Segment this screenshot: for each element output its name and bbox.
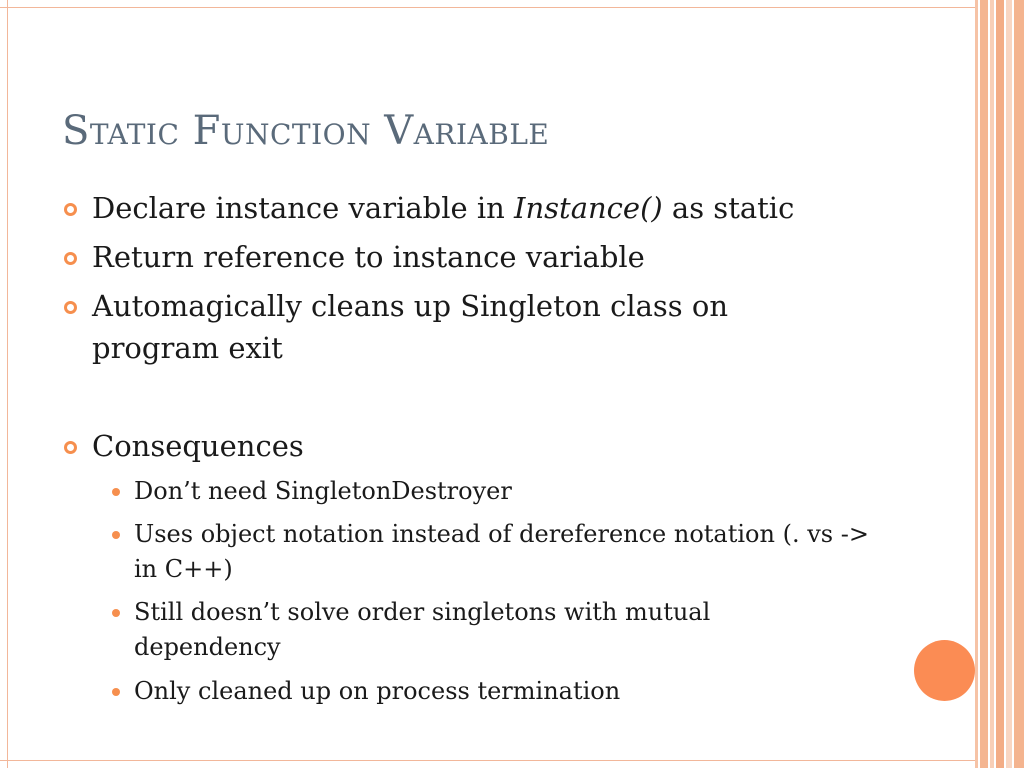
sub-bullet-item: Still doesn’t solve order singletons with mutual dependency	[134, 598, 711, 661]
decor-stripe	[990, 0, 994, 768]
bullet-item: Automagically cleans up Singleton class on program exit	[92, 289, 729, 365]
decor-stripe	[1006, 0, 1012, 768]
slide-frame-line-left	[7, 0, 8, 768]
sub-bullet-dot-icon	[112, 688, 120, 696]
bullet-text: as static	[662, 191, 795, 225]
decor-circle	[914, 640, 975, 701]
decor-stripe	[980, 0, 988, 768]
bullet-ring-icon	[64, 203, 77, 216]
bullet-text: Declare instance variable in	[92, 191, 515, 225]
decor-stripe	[996, 0, 1004, 768]
bullet-ring-icon	[64, 441, 77, 454]
sub-bullet-item: Only cleaned up on process termination	[134, 677, 621, 705]
bullet-item	[92, 187, 852, 229]
bullet-item: Consequences	[92, 429, 304, 463]
sub-bullet-dot-icon	[112, 609, 120, 617]
bullet-ring-icon	[64, 301, 77, 314]
sub-bullet-dot-icon	[112, 531, 120, 539]
decor-stripe	[975, 0, 978, 768]
sub-bullet-dot-icon	[112, 488, 120, 496]
bullet-ring-icon	[64, 252, 77, 265]
slide-title: Static Function Variable	[62, 108, 550, 154]
bullet-emphasis: Instance()	[514, 191, 663, 225]
decor-stripe	[1014, 0, 1024, 768]
sub-bullet-item: Uses object notation instead of dereference notation (. vs -> in C++)	[134, 520, 869, 583]
sub-bullet-item: Don’t need SingletonDestroyer	[134, 477, 512, 505]
slide-frame-line-top	[0, 7, 975, 8]
bullet-item: Return reference to instance variable	[92, 240, 645, 274]
slide-frame-line-bottom	[0, 760, 975, 761]
